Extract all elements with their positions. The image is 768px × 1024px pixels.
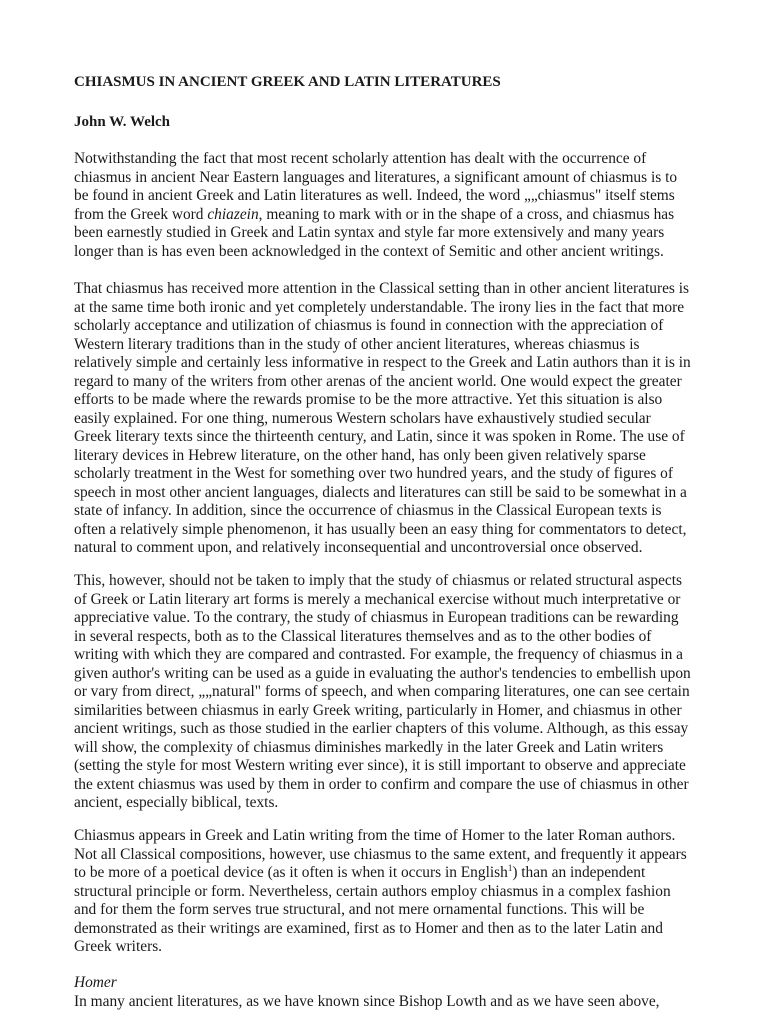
text-line: or vary from direct, „„natural" forms of speech, and when comparing literatures, one can see certain (74, 683, 690, 700)
text-line: (setting the style for most Western writing ever since), it is still important to observe and appreciate (74, 757, 686, 774)
paragraph-3 (74, 572, 696, 813)
text-line: speech in most other ancient languages, dialects and literatures can still be said to be somewhat in a (74, 483, 687, 501)
text-line: in several respects, both as to the Classical literatures themselves and as to the other bodies of (74, 627, 652, 645)
text-line: Not all Classical compositions, however, use chiasmus to the same extent, and frequently it appears (74, 845, 687, 863)
text-segment: ) than an independent (512, 864, 646, 881)
document-title: CHIASMUS IN ANCIENT GREEK AND LATIN LITERATURES (74, 74, 501, 90)
text-line: ancient, especially biblical, texts. (74, 794, 279, 811)
text-line: structural principle or form. Nevertheless, certain authors employ chiasmus in a complex fashion (74, 882, 671, 900)
text-line: the extent chiasmus was used by them in order to confirm and compare the use of chiasmus in other (74, 775, 689, 793)
text-line: efforts to be made where the rewards promise to be the more attractive. Yet this situation is also (74, 391, 663, 408)
text-line: and for them the form serves true structural, and not mere ornamental functions. This will be (74, 901, 645, 918)
paragraph-1 (74, 150, 696, 261)
text-line: Notwithstanding the fact that most recent scholarly attention has dealt with the occurrence of (74, 150, 647, 167)
paragraph-2 (74, 280, 696, 558)
text-line: of Greek or Latin literary art forms is merely a mechanical exercise without much interpretative or (74, 590, 681, 608)
text-line: been earnestly studied in Greek and Latin syntax and style far more extensively and many years (74, 224, 665, 241)
text-line: Western literary traditions than in the study of other ancient literatures, whereas chiasmus is (74, 335, 640, 353)
text-line: regard to many of the writers from other arenas of the ancient world. One would expect the greater (74, 372, 682, 390)
text-line: In many ancient literatures, as we have known since Bishop Lowth and as we have seen above, (74, 992, 660, 1010)
text-line: Greek literary texts since the thirteenth century, and Latin, since it was spoken in Rome. The use of (74, 428, 685, 445)
text-segment: to be more of a poetical device (as it often is when it occurs in English (74, 864, 508, 881)
text-line: easily explained. For one thing, numerous Western scholars have exhaustively studied secular (74, 409, 651, 427)
footnote-marker[interactable]: 1 (507, 862, 513, 873)
text-line: natural to comment upon, and relatively inconsequential and uncontroversial once observed. (74, 539, 643, 556)
text-line: at the same time both ironic and yet completely understandable. The irony lies in the fact that more (74, 298, 685, 316)
text-segment: from the Greek word (74, 205, 208, 223)
text-line (74, 864, 696, 883)
text-line: scholarly acceptance and utilization of chiasmus is found in connection with the appreciation of (74, 317, 664, 334)
text-line: That chiasmus has received more attention in the Classical setting than in other ancient literatures is (74, 280, 690, 297)
paragraph-5 (74, 974, 696, 1011)
text-line: often a relatively simple phenomenon, it has usually been an easy thing for commentators to detect, (74, 520, 687, 538)
text-line: chiasmus in ancient Near Eastern languages and literatures, a significant amount of chiasmus is to (74, 168, 678, 186)
text-line: ancient writings, such as those studied in the earlier chapters of this volume. Although, as this essay (74, 720, 689, 737)
text-line: similarities between chiasmus in early Greek writing, particularly in Homer, and chiasmus in other (74, 701, 682, 719)
text-line: Chiasmus appears in Greek and Latin writing from the time of Homer to the later Roman authors. (74, 827, 676, 844)
italic-term: chiazein (207, 205, 259, 223)
text-line: scholarly treatment in the West for something over two hundred years, and the study of figures of (74, 465, 673, 482)
text-line (74, 206, 696, 225)
text-line: will show, the complexity of chiasmus diminishes markedly in the later Greek and Latin writers (74, 738, 664, 756)
text-line: literary devices in Hebrew literature, on the other hand, has only been given relatively sparse (74, 446, 646, 464)
text-line: writing with which they are compared and contrasted. For example, the frequency of chiasmus in a (74, 646, 684, 663)
text-line: relatively simple and certainly less informative in respect to the Greek and Latin authors than it is in (74, 354, 691, 371)
paragraph-4 (74, 827, 696, 957)
text-line: longer than is has even been acknowledged in the context of Semitic and other ancient writings. (74, 242, 664, 260)
section-subheading: Homer (74, 974, 117, 991)
text-line: be found in ancient Greek and Latin literatures as well. Indeed, the word „„chiasmus" itself stems (74, 187, 675, 204)
text-segment: , meaning to mark with or in the shape of a cross, and chiasmus has (258, 205, 675, 223)
author-name: John W. Welch (74, 114, 171, 130)
text-line: state of infancy. In addition, since the occurrence of chiasmus in the Classical European texts is (74, 502, 662, 519)
text-line: This, however, should not be taken to imply that the study of chiasmus or related structural aspects (74, 572, 683, 589)
text-line: demonstrated as their writings are examined, first as to Homer and then as to the later Latin and (74, 919, 663, 937)
text-line: appreciative value. To the contrary, the study of chiasmus in European traditions can be rewarding (74, 609, 679, 626)
text-line: given author's writing can be used as a guide in evaluating the author's tendencies to embellish upon (74, 664, 691, 682)
text-line: Greek writers. (74, 938, 163, 955)
